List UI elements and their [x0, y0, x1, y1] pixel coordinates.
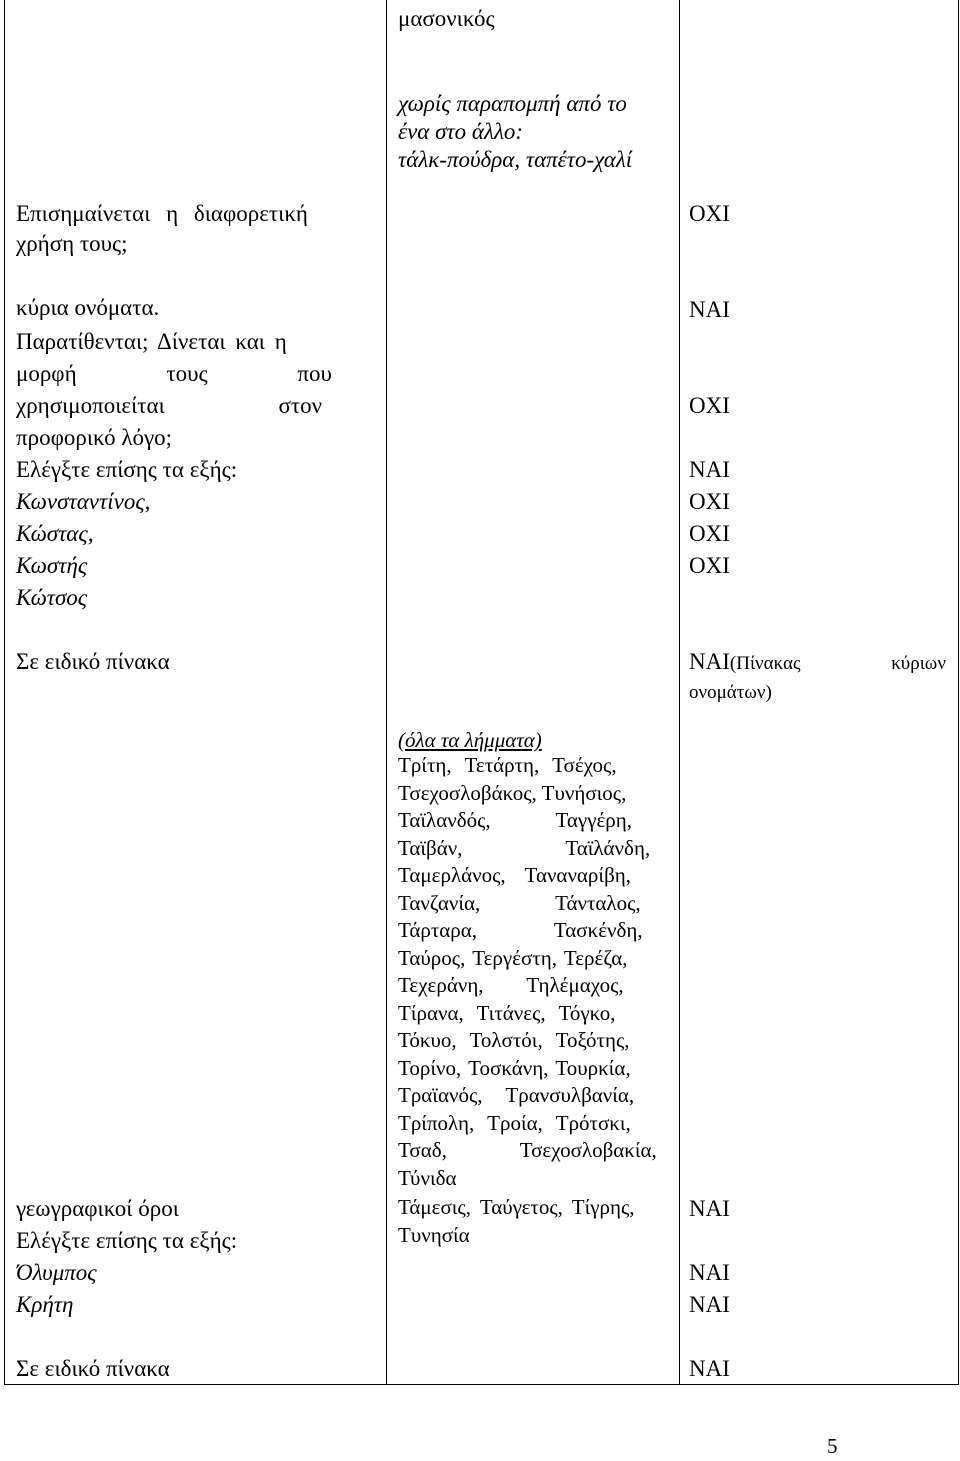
border-col2: [679, 0, 680, 1385]
row4-right-1: ΝΑΙ: [689, 1196, 730, 1221]
list-item: Τυνησία: [398, 1222, 470, 1247]
row2-right-2: ΟΧΙ: [689, 393, 730, 418]
row2-name-2: Κώστας,: [16, 521, 94, 546]
page-number: 5: [827, 1434, 838, 1458]
row4-middle-list: [398, 752, 668, 1249]
row4-name-2: Κρήτη: [16, 1292, 74, 1317]
row2-left-2: Παρατίθενται; Δίνεται και η: [16, 329, 287, 354]
list-item: Τάρταρα, Τασκένδη,: [398, 918, 643, 942]
row2-right-3: ΝΑΙ: [689, 457, 730, 482]
row4-right-2: ΝΑΙ: [689, 1260, 730, 1285]
row4-right-3: ΝΑΙ: [689, 1292, 730, 1317]
row2-left-5: προφορικό λόγο;: [16, 425, 173, 450]
list-item: Τανζανία, Τάνταλος,: [398, 890, 641, 915]
row2-name-1: Κωνσταντίνος,: [16, 489, 151, 514]
row4-left-2: Ελέγξτε επίσης τα εξής:: [16, 1228, 238, 1253]
list-item: Τύνιδα: [398, 1165, 457, 1190]
row5-left: Σε ειδικό πίνακα: [16, 1356, 170, 1381]
row4-left-1: γεωγραφικοί όροι: [16, 1196, 179, 1221]
list-item-text: Ταϊλανδός, Ταγγέρη,: [398, 808, 633, 832]
row3-right-note-1: (Πίνακας κύριων: [729, 653, 946, 674]
list-item: Τίρανα, Τιτάνες, Τόγκο,: [398, 1000, 616, 1025]
list-item: Ταϊβάν, Ταϊλάνδη,: [398, 835, 651, 860]
list-item: Τρίπολη, Τροία, Τρότσκι,: [398, 1110, 631, 1135]
row4-name-1: Όλυμπος: [16, 1260, 97, 1285]
row1-left-1: Επισημαίνεται η διαφορετική: [16, 201, 308, 226]
list-item: Τρίτη, Τετάρτη, Τσέχος,: [398, 753, 617, 777]
row0-middle-4: τάλκ-πούδρα, ταπέτο-χαλί: [398, 147, 633, 172]
row2-right-6: ΟΧΙ: [689, 553, 730, 578]
row3-right: [689, 646, 951, 680]
border-right: [958, 0, 959, 1385]
row1-left-2: χρήση τους;: [16, 231, 128, 256]
row2-left-4: χρησιμοποιείται στον: [16, 393, 323, 418]
row2-right-4: ΟΧΙ: [689, 489, 730, 514]
row3-right-note-2: ονομάτων): [689, 682, 772, 703]
list-item: Τσαδ, Τσεχοσλοβακία,: [398, 1138, 657, 1162]
list-item: Ταύρος, Τεργέστη, Τερέζα,: [398, 945, 628, 970]
row2-right-1: ΝΑΙ: [689, 297, 730, 322]
row5-right: ΝΑΙ: [689, 1356, 730, 1381]
list-item: Ταμερλάνος, Ταναναρίβη,: [398, 863, 631, 887]
row1-right: ΟΧΙ: [689, 201, 730, 226]
row4-middle-header: (όλα τα λήμματα): [398, 728, 542, 752]
border-left: [4, 0, 5, 1385]
border-col1: [386, 0, 387, 1385]
list-item: Τραϊανός, Τρανσυλβανία,: [398, 1083, 635, 1107]
row0-middle-2-text: χωρίς παραπομπή από το: [398, 91, 627, 116]
row2-left-1: κύρια ονόματα.: [16, 295, 160, 320]
list-item: Τορίνο, Τοσκάνη, Τουρκία,: [398, 1055, 631, 1080]
list-item: Τάμεσις, Ταύγετος, Τίγρης,: [398, 1195, 635, 1219]
list-item: Τόκυο, Τολστόι, Τοξότης,: [398, 1028, 630, 1052]
row0-middle-1: μασονικός: [398, 6, 495, 31]
row2-name-3: Κωστής: [16, 553, 88, 578]
list-item: Τεχεράνη, Τηλέμαχος,: [398, 973, 624, 997]
row2-left-6: Ελέγξτε επίσης τα εξής:: [16, 457, 238, 482]
row2-right-5: ΟΧΙ: [689, 521, 730, 546]
row2-name-4: Κώτσος: [16, 585, 88, 610]
list-item: Τσεχοσλοβάκος, Τυνήσιος,: [398, 780, 627, 805]
list-item: [398, 807, 668, 835]
row0-middle-3: ένα στο άλλο:: [398, 119, 524, 144]
row2-left-3: μορφή τους που: [16, 361, 332, 386]
row3-left: Σε ειδικό πίνακα: [16, 649, 170, 674]
row3-right-main: ΝΑΙ: [689, 649, 730, 674]
